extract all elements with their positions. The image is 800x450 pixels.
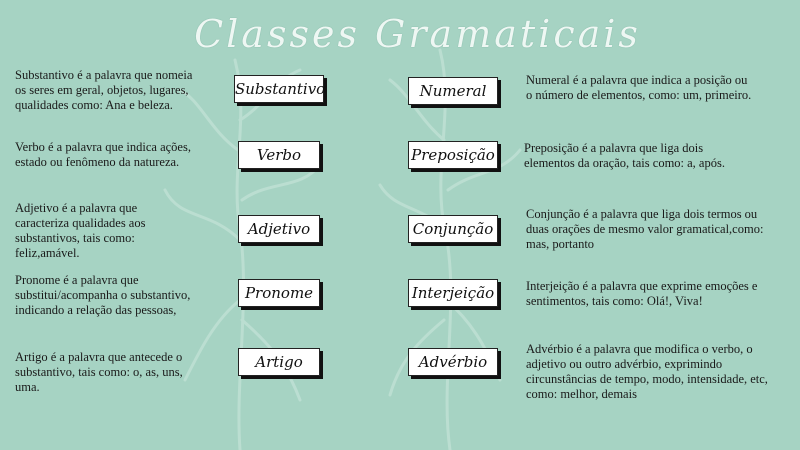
label-substantivo: Substantivo xyxy=(234,75,324,103)
description-interjeicao: Interjeição é a palavra que exprime emoções e sentimentos, tais como: Olá!, Viva! xyxy=(526,279,758,308)
page-title: Classes Gramaticais xyxy=(194,12,641,56)
label-adverbio: Advérbio xyxy=(408,348,498,376)
description-adverbio: Advérbio é a palavra que modifica o verbo, o adjetivo ou outro advérbio, exprimindo circunstâncias de tempo, modo, intensidade, etc, como: melhor, demais xyxy=(526,342,768,401)
label-numeral: Numeral xyxy=(408,77,498,105)
description-conjuncao: Conjunção é a palavra que liga dois termos ou duas orações de mesmo valor gramatical,como: mas, portanto xyxy=(526,207,764,251)
label-verbo: Verbo xyxy=(238,141,320,169)
description-verbo: Verbo é a palavra que indica ações, estado ou fenômeno da natureza. xyxy=(15,140,191,169)
label-pronome: Pronome xyxy=(238,279,320,307)
label-artigo: Artigo xyxy=(238,348,320,376)
description-pronome: Pronome é a palavra que substitui/acompanha o substantivo, indicando a relação das pessoas, xyxy=(15,273,191,317)
label-interjeicao: Interjeição xyxy=(408,279,498,307)
label-adjetivo: Adjetivo xyxy=(238,215,320,243)
label-conjuncao: Conjunção xyxy=(408,215,498,243)
description-artigo: Artigo é a palavra que antecede o substantivo, tais como: o, as, uns, uma. xyxy=(15,350,183,394)
description-numeral: Numeral é a palavra que indica a posição ou o número de elementos, como: um, primeiro. xyxy=(526,73,752,102)
label-preposicao: Preposição xyxy=(408,141,498,169)
description-preposicao: Preposição é a palavra que liga dois elementos da oração, tais como: a, após. xyxy=(524,141,725,170)
description-substantivo: Substantivo é a palavra que nomeia os seres em geral, objetos, lugares, qualidades como: Ana e beleza. xyxy=(15,68,193,112)
description-adjetivo: Adjetivo é a palavra que caracteriza qualidades aos substantivos, tais como: feliz,amável. xyxy=(15,201,146,260)
